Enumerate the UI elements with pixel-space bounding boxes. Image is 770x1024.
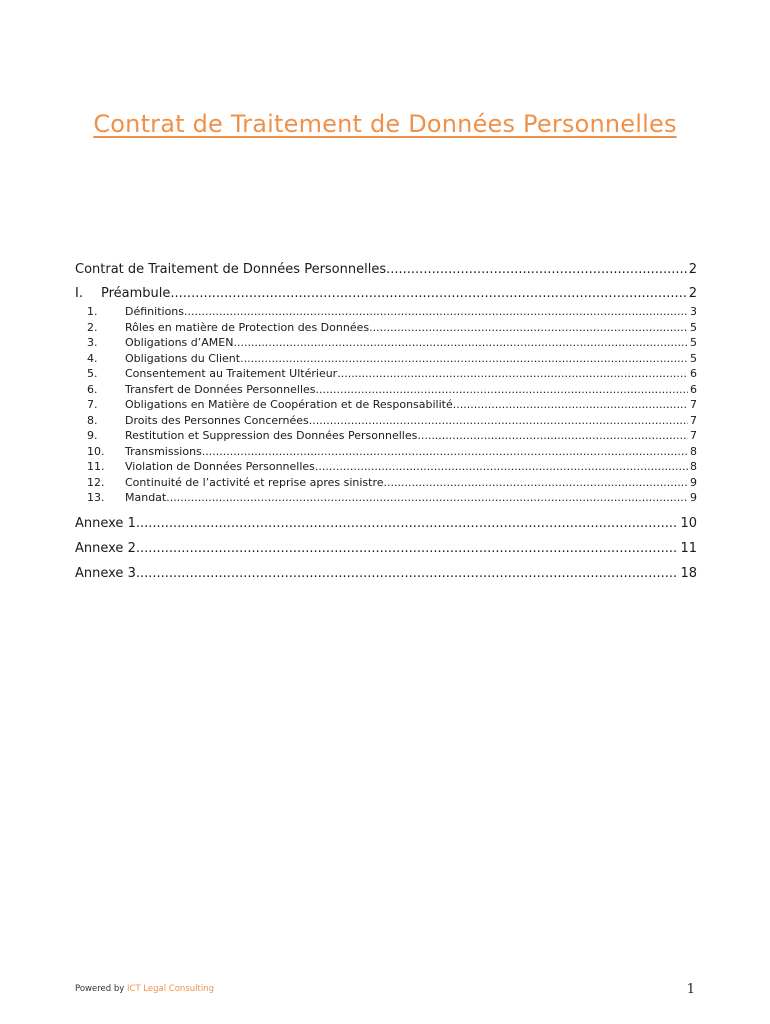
toc-leader-dots [136, 514, 679, 534]
toc-entry-preamble[interactable] [75, 284, 697, 304]
toc-section-entry[interactable] [75, 382, 697, 398]
toc-entry-label: Définitions [125, 305, 184, 318]
toc-section-number: 12. [87, 475, 105, 489]
toc-entry-main[interactable] [75, 260, 697, 280]
toc-entry-label: Droits des Personnes Concernées [125, 413, 309, 427]
toc-page-number: 5 [690, 320, 697, 334]
toc-page-number: 8 [690, 460, 697, 473]
toc-leader-dots [233, 335, 688, 351]
toc-section-number: 10. [87, 444, 105, 458]
toc-section-number: 11. [87, 460, 105, 473]
toc-leader-dots [417, 428, 688, 444]
powered-by-text: Powered by [75, 984, 125, 994]
toc-section-entry[interactable] [75, 366, 697, 382]
toc-page-number: 5 [690, 351, 697, 365]
toc-page-number: 7 [690, 398, 697, 411]
toc-leader-dots [166, 490, 688, 506]
toc-entry-label: Annexe 3 [75, 565, 136, 581]
toc-section-entry[interactable] [75, 444, 697, 460]
toc-section-entry[interactable] [75, 335, 697, 351]
toc-page-number: 6 [690, 367, 697, 380]
toc-section-number: 3. [87, 336, 98, 349]
toc-page-number: 9 [690, 475, 697, 489]
toc-entry-annex-3[interactable] [75, 564, 697, 584]
toc-section-entry[interactable] [75, 351, 697, 367]
toc-section-number: 8. [87, 413, 98, 427]
footer-powered-by [75, 984, 214, 994]
toc-leader-dots [240, 351, 688, 367]
toc-leader-dots [337, 366, 688, 382]
toc-sections [75, 304, 697, 506]
toc-section-entry[interactable] [75, 304, 697, 320]
toc-leader-dots [384, 475, 688, 491]
toc-section-number: 1. [87, 305, 98, 318]
toc-page-number: 7 [690, 429, 697, 442]
toc-section-entry[interactable] [75, 397, 697, 413]
toc-section-number: 2. [87, 320, 98, 334]
toc-entry-label: Transmissions [125, 444, 202, 458]
toc-page-number: 6 [690, 382, 697, 396]
toc-leader-dots [136, 564, 679, 584]
toc-leader-dots [453, 397, 688, 413]
toc-section-entry[interactable] [75, 320, 697, 336]
toc-section-entry[interactable] [75, 459, 697, 475]
toc-page-number: 2 [688, 286, 697, 301]
brand-name: ICT Legal Consulting [126, 984, 214, 994]
toc-page-number: 3 [690, 305, 697, 318]
toc-section-entry[interactable] [75, 490, 697, 506]
toc-section-number: 9. [87, 429, 98, 442]
toc-page-number: 18 [680, 565, 697, 581]
toc-roman-number: I. [75, 286, 83, 301]
toc-section-entry[interactable] [75, 413, 697, 429]
toc-entry-label: Contrat de Traitement de Données Personnelles [75, 262, 387, 277]
toc-leader-dots [369, 320, 688, 336]
toc-entry-label: Annexe 1 [75, 515, 136, 531]
toc-entry-label: Transfert de Données Personnelles [125, 382, 316, 396]
toc-section-number: 5. [87, 367, 98, 380]
toc-page-number: 5 [690, 336, 697, 349]
toc-leader-dots [136, 539, 679, 559]
toc-entry-label: Continuité de l’activité et reprise apres sinistre [125, 475, 384, 489]
table-of-contents [75, 260, 697, 584]
toc-page-number: 7 [690, 413, 697, 427]
toc-entry-annex-2[interactable] [75, 539, 697, 559]
toc-entry-label: Rôles en matière de Protection des Données [125, 320, 370, 334]
toc-page-number: 11 [680, 540, 697, 556]
toc-leader-dots [309, 413, 688, 429]
document-title: Contrat de Traitement de Données Personnelles [93, 110, 677, 138]
toc-section-number: 4. [87, 351, 98, 365]
toc-page-number: 8 [690, 444, 697, 458]
toc-section-entry[interactable] [75, 428, 697, 444]
toc-page-number: 9 [690, 491, 697, 504]
toc-entry-label: Obligations en Matière de Coopération et de Responsabilité [125, 398, 453, 411]
toc-entry-label: Préambule [101, 286, 171, 301]
toc-leader-dots [170, 284, 686, 304]
toc-leader-dots [202, 444, 688, 460]
toc-entry-label: Obligations d’AMEN [125, 336, 234, 349]
toc-section-entry[interactable] [75, 475, 697, 491]
toc-leader-dots [184, 304, 688, 320]
toc-leader-dots [386, 260, 687, 280]
toc-section-number: 7. [87, 398, 98, 411]
toc-entry-label: Violation de Données Personnelles [125, 460, 315, 473]
page-number: 1 [686, 982, 695, 997]
toc-section-number: 13. [87, 491, 105, 504]
toc-leader-dots [316, 382, 688, 398]
toc-leader-dots [315, 459, 688, 475]
toc-entry-label: Mandat [125, 491, 167, 504]
toc-entry-annex-1[interactable] [75, 514, 697, 534]
toc-entry-label: Restitution et Suppression des Données Personnelles [125, 429, 418, 442]
toc-section-number: 6. [87, 382, 98, 396]
toc-page-number: 10 [680, 515, 697, 531]
toc-entry-label: Consentement au Traitement Ultérieur [125, 367, 338, 380]
toc-entry-label: Annexe 2 [75, 540, 136, 556]
toc-entry-label: Obligations du Client [125, 351, 241, 365]
toc-page-number: 2 [688, 262, 697, 277]
